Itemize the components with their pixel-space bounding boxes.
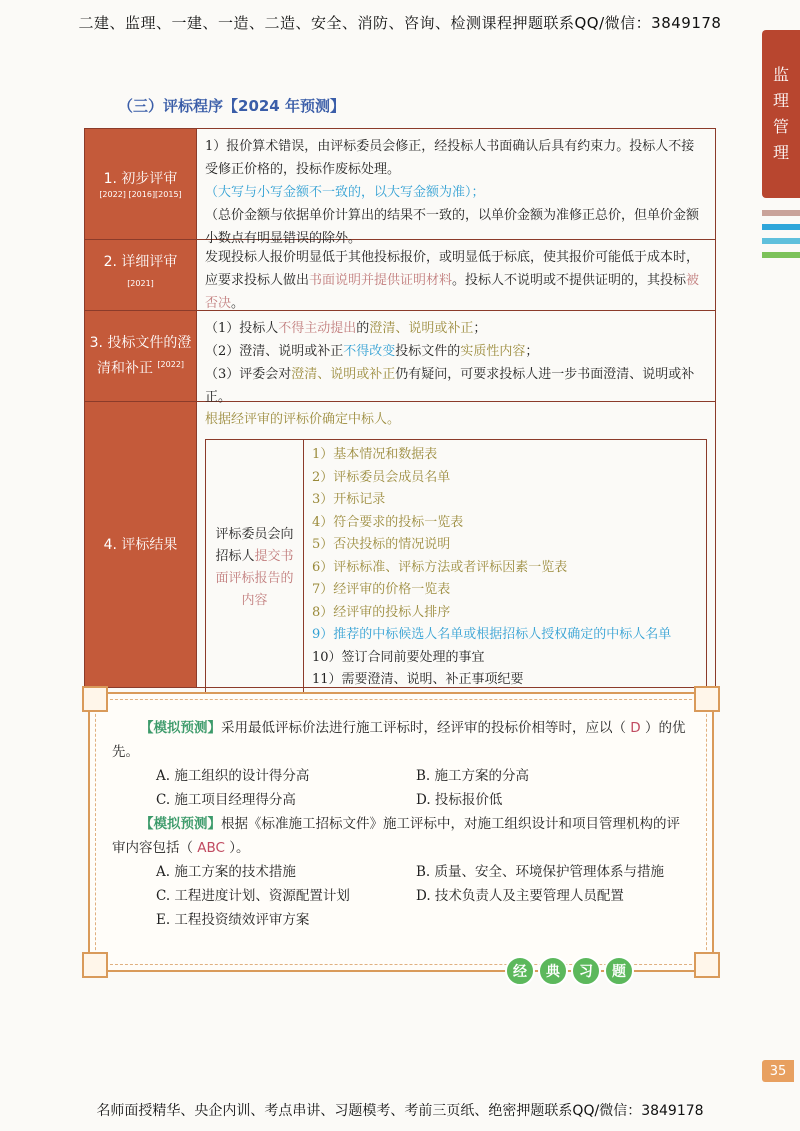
list-item: 11）需要澄清、说明、补正事项纪要 [312,672,524,687]
content-line: （总价金额与依据单价计算出的结果不一致的，以单价金额为准修正总价，但单价金额小数点有明显错误的除外。 [205,208,700,246]
report-content-label: 评标委员会向招标人提交书面评标报告的内容 [206,440,304,696]
list-item: 1）基本情况和数据表 [312,447,438,462]
side-color-bar [762,210,800,216]
option: D. 技术负责人及主要管理人员配置 [416,888,624,904]
row-heading [85,311,197,401]
question-stem-end: ）。 [229,840,250,856]
question-area [112,716,692,932]
option: A. 施工方案的技术措施 [156,864,296,880]
side-tab-char: 监 [772,65,789,84]
list-item: 3）开标记录 [312,492,386,507]
list-item: 2）评标委员会成员名单 [312,469,451,485]
side-tab-char: 管 [772,117,789,136]
question-tag: 【模拟预测】 [140,816,221,832]
option: D. 投标报价低 [416,792,503,808]
row-content [197,240,715,310]
report-content-table [205,439,707,697]
row-content [197,402,715,687]
chapter-side-tab [762,30,800,198]
badge-char: 典 [538,956,568,986]
frame-corner [82,952,108,978]
side-color-bar [762,224,800,230]
side-tab-char: 理 [772,143,789,162]
highlight: 被否决 [205,273,700,311]
frame-corner [694,686,720,712]
frame-corner [82,686,108,712]
answer: D [626,720,645,736]
list-item: 4）符合要求的投标一览表 [312,514,464,530]
option: E. 工程投资绩效评审方案 [156,912,310,928]
content-line: （1）投标人不得主动提出的澄清、说明或补正； [205,321,487,336]
page-number: 35 [762,1060,794,1082]
table-row [85,129,715,246]
badge-char: 经 [505,956,535,986]
content-line: （大写与小写金额不一致的，以大写金额为准）； [205,185,485,200]
option: A. 施工组织的设计得分高 [156,768,310,784]
table-row [85,402,715,687]
header-banner: 二建、监理、一建、一造、二造、安全、消防、咨询、检测课程押题联系QQ/微信：3849178 [78,14,722,32]
options [112,764,692,812]
exercise-box [88,692,714,980]
list-item: 5）否决投标的情况说明 [312,537,451,552]
content-line: （3）评委会对澄清、说明或补正仍有疑问，可要求投标人进一步书面澄清、说明或补正。 [205,367,695,405]
evaluation-procedure-table [84,128,716,688]
side-color-bar [762,252,800,258]
row-heading [85,129,197,239]
footer-banner: 名师面授精华、央企内训、考点串讲、习题模考、考前三页纸、绝密押题联系QQ/微信：3849178 [96,1103,704,1119]
question-stem: 根据《标准施工招标文件》施工评标中，对施工组织设计和项目管理机构的评审内容包括（ [112,816,680,856]
report-content-list [304,440,706,696]
badge-char: 习 [571,956,601,986]
list-item: 7）经评审的价格一览表 [312,582,451,597]
row-years: [2022] [2016][2015] [99,190,182,199]
row-heading-text: 4. 评标结果 [103,536,178,553]
question-stem-end: ）的优先。 [112,720,686,760]
table-row [85,240,715,311]
question-tag: 【模拟预测】 [140,720,221,736]
row-heading [85,402,197,687]
question-stem: 采用最低评标价法进行施工评标时，经评审的投标价相等时，应以（ [221,720,626,736]
row-heading-text: 2. 详细评审 [103,254,178,271]
option: C. 施工项目经理得分高 [156,792,296,808]
row-heading [85,240,197,310]
frame-corner [694,952,720,978]
row-content [197,129,715,246]
side-color-bar [762,238,800,244]
option: B. 质量、安全、环境保护管理体系与措施 [416,864,665,880]
highlight: 书面说明并提供证明材料 [309,273,453,288]
question [112,716,692,764]
row-heading-text: 1. 初步评审 [103,171,178,187]
option: B. 施工方案的分高 [416,768,530,784]
list-item: 10）签订合同前要处理的事宜 [312,649,485,665]
list-item: 8）经评审的投标人排序 [312,604,451,620]
question [112,812,692,860]
row-years: [2022] [157,360,185,370]
answer: ABC [193,840,230,856]
row-heading-text: 3. 投标文件的澄清和补正 [89,335,192,377]
content-line: （2）澄清、说明或补正不得改变投标文件的实质性内容； [205,344,539,359]
content-line: 根据经评审的评标价确定中标人。 [205,412,401,427]
content-line: 发现投标人报价明显低于其他投标报价，或明显低于标底，使其报价可能低于成本时，应要求投标人做出书面说明并提供证明材料。投标人不说明或不提供证明的，其投标被否决。 [205,250,700,311]
row-years: [2021] [127,279,154,289]
list-item: 6）评标标准、评标方法或者评标因素一览表 [312,559,568,575]
options [112,860,692,932]
side-tab-char: 理 [772,91,789,110]
option: C. 工程进度计划、资源配置计划 [156,888,350,904]
table-row [85,311,715,405]
classic-exercise-badge [505,956,634,986]
row-content [197,311,715,405]
badge-char: 题 [604,956,634,986]
list-item: 9）推荐的中标候选人名单或根据招标人授权确定的中标人名单 [312,627,672,642]
content-line: 1）报价算术错误，由评标委员会修正，经投标人书面确认后具有约束力。投标人不接受修正价格的，投标作废标处理。 [205,139,695,177]
section-title: （三）评标程序【2024 年预测】 [118,97,345,115]
